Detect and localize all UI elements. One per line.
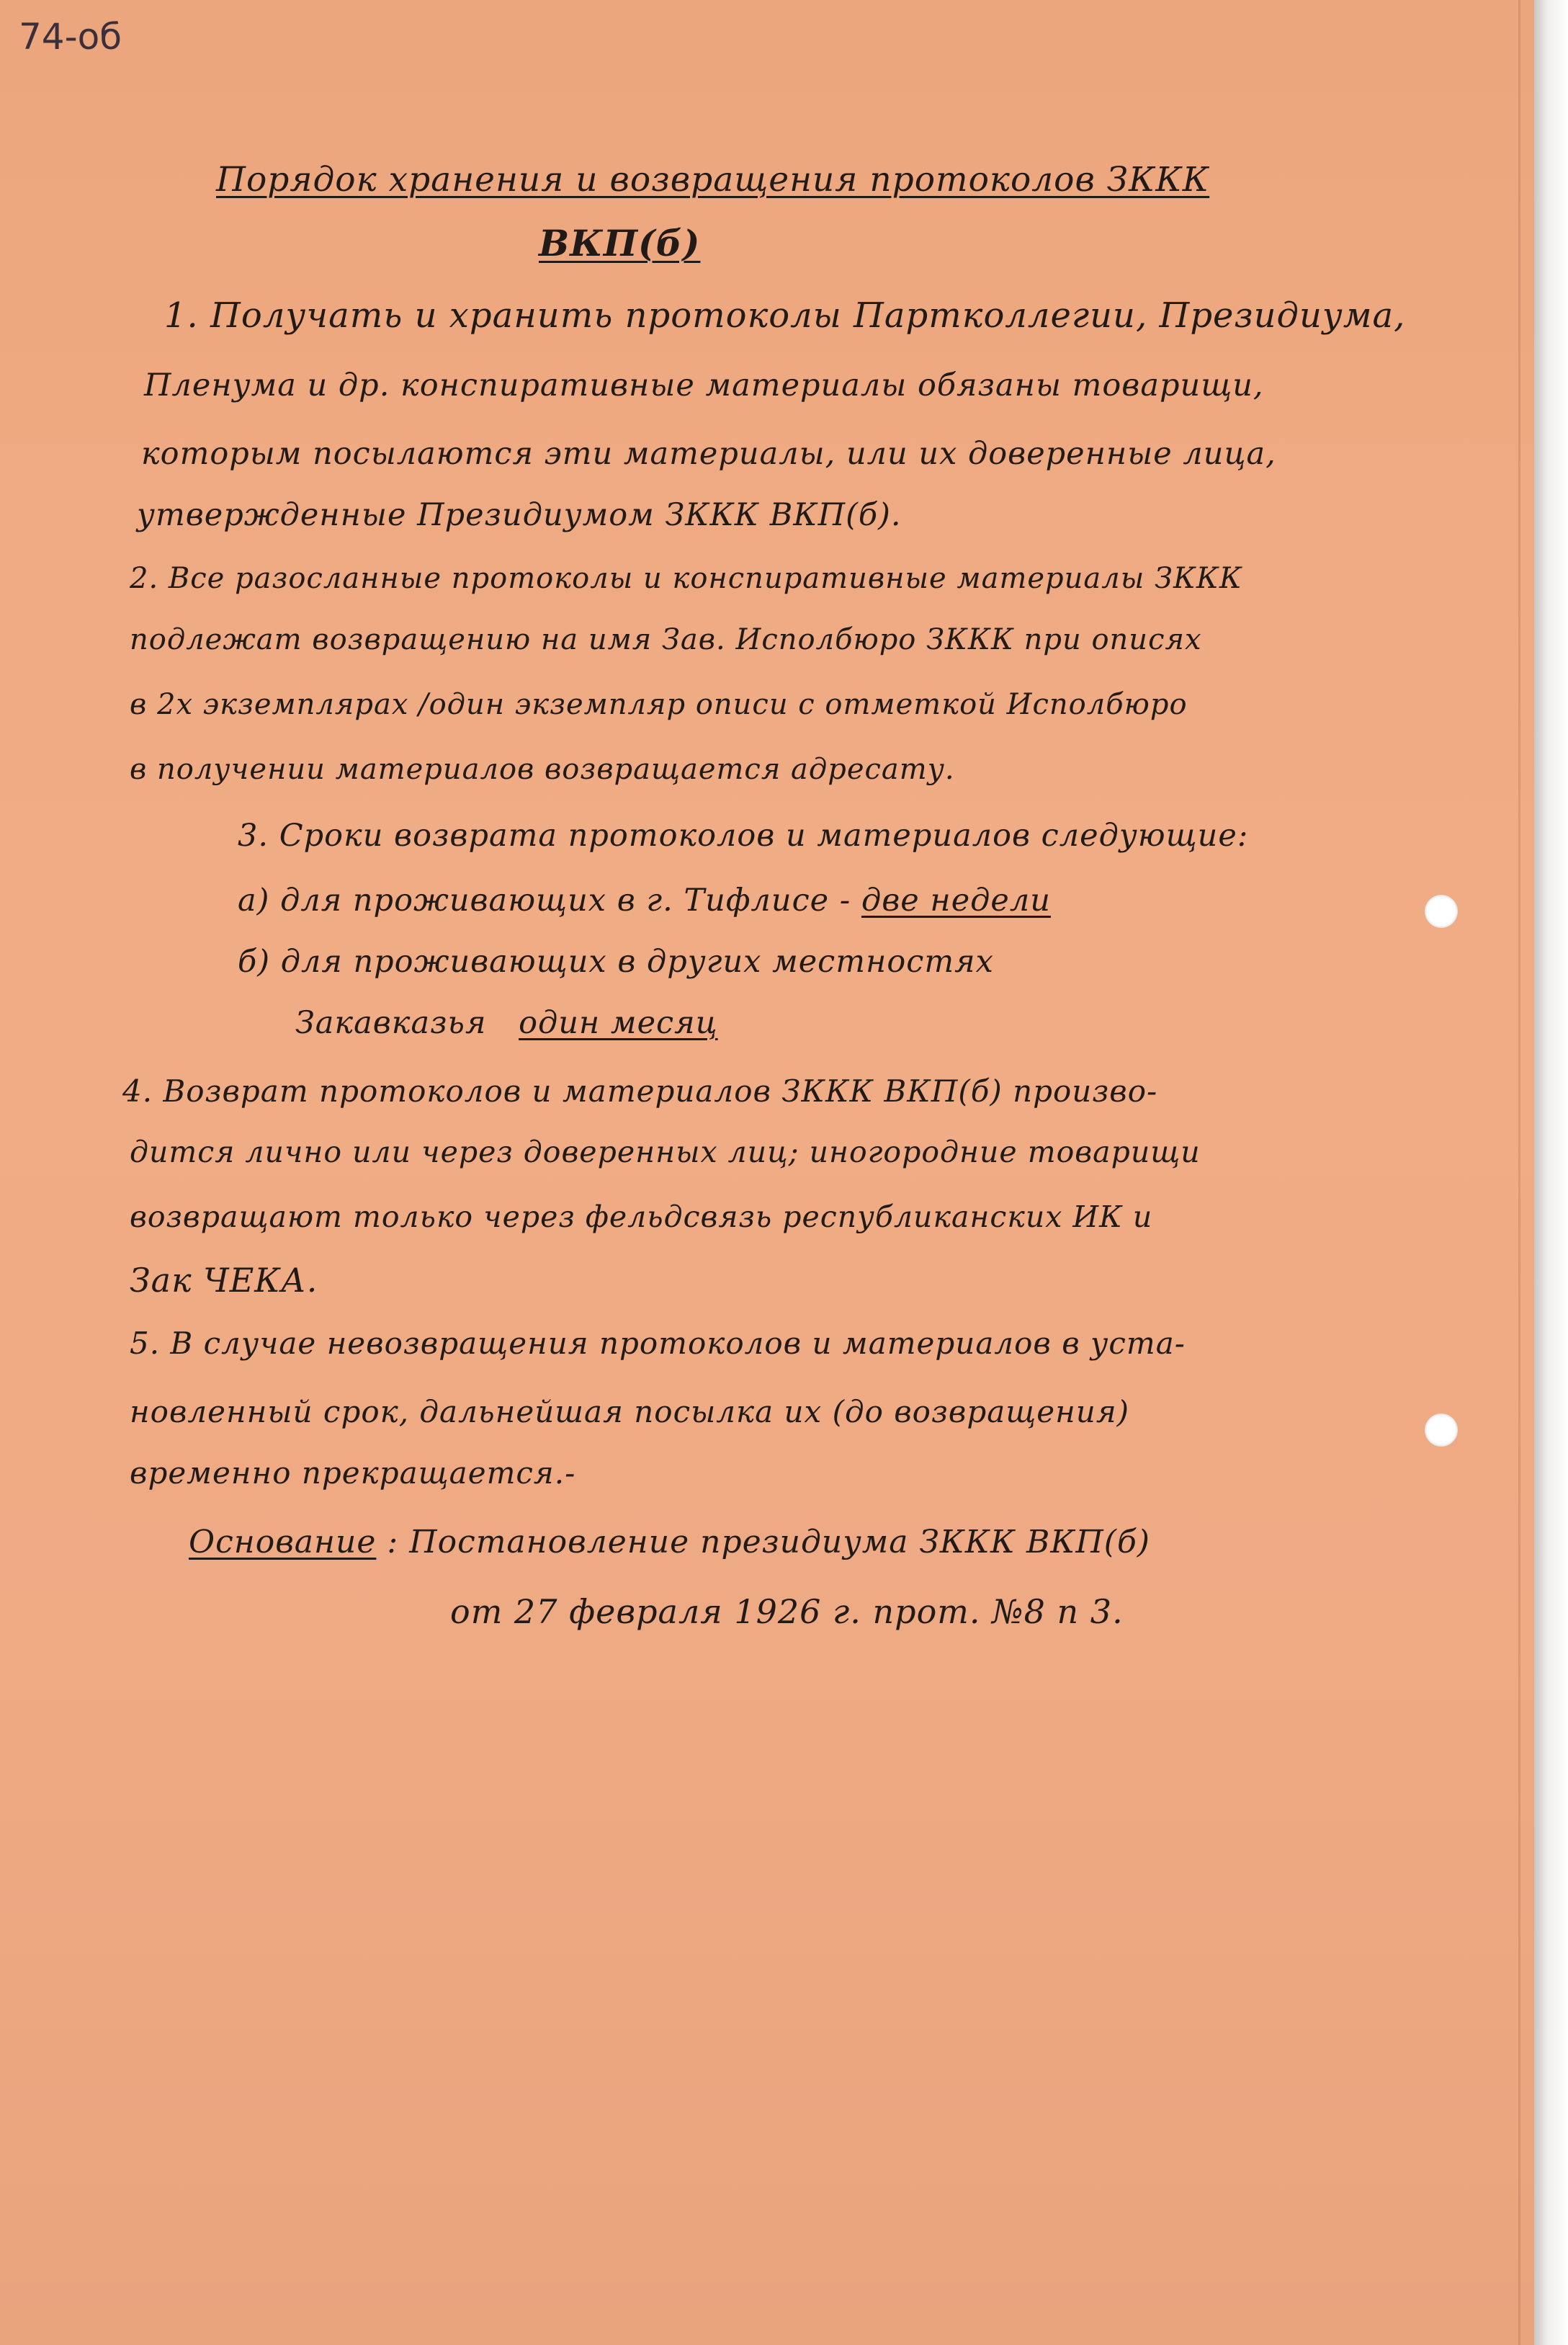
item-3b-text: Закавказья: [295, 1005, 487, 1041]
item-3b-term: один месяц: [519, 1005, 718, 1041]
item-2-line-4: в получении материалов возвращается адресату.: [130, 753, 955, 786]
scan-edge: [1534, 0, 1568, 2345]
basis-line-2: от 27 февраля 1926 г. прот. №8 п 3.: [450, 1592, 1124, 1631]
document-title-party: ВКП(б): [539, 222, 701, 264]
punch-hole: [1425, 895, 1458, 928]
basis-line-1: [189, 1524, 1150, 1560]
archive-folio-number: 74-об: [19, 16, 122, 58]
item-4-line-3: возвращают только через фельдсвязь республиканских ИК и: [130, 1200, 1153, 1234]
item-2-line-2: подлежат возвращению на имя Зав. Исполбюро ЗККК при описях: [130, 623, 1202, 656]
item-4-line-2: дится лично или через доверенных лиц; иногородние товарищи: [130, 1135, 1201, 1169]
basis-text: : Постановление президиума ЗККК ВКП(б): [387, 1524, 1150, 1560]
basis-label: Основание: [189, 1524, 377, 1560]
item-5-line-1: 5. В случае невозвращения протоколов и материалов в уста-: [130, 1326, 1186, 1361]
item-3b-line-2: [295, 1005, 718, 1041]
item-5-line-2: новленный срок, дальнейшая посылка их (до возвращения): [130, 1394, 1130, 1429]
item-3b-line-1: б) для проживающих в других местностях: [238, 944, 994, 980]
page-fold-line: [1518, 0, 1520, 2345]
item-5-line-3: временно прекращается.-: [130, 1455, 576, 1491]
item-3a-term: две недели: [861, 883, 1051, 919]
item-1-line-2: Пленума и др. конспиративные материалы обязаны товарищи,: [144, 367, 1264, 403]
item-4-line-1: 4. Возврат протоколов и материалов ЗККК ВКП(б) произво-: [122, 1073, 1158, 1109]
item-2-line-3: в 2х экземплярах /один экземпляр описи с отметкой Исполбюро: [130, 688, 1188, 721]
item-4-line-4: Зак ЧЕКА.: [130, 1261, 318, 1300]
item-1-line-3: которым посылаются эти материалы, или их доверенные лица,: [141, 436, 1276, 472]
item-3-intro: 3. Сроки возврата протоколов и материалов следующие:: [238, 818, 1249, 854]
document-title: Порядок хранения и возвращения протоколов ЗККК: [216, 160, 1210, 200]
item-3a-text: а) для проживающих в г. Тифлисе -: [238, 883, 851, 919]
item-2-line-1: 2. Все разосланные протоколы и конспиративные материалы ЗККК: [130, 562, 1242, 595]
item-1-line-4: утвержденные Президиумом ЗККК ВКП(б).: [137, 497, 902, 533]
item-3a: [238, 883, 1051, 919]
item-1-line-1: 1. Получать и хранить протоколы Партколлегии, Президиума,: [164, 295, 1406, 336]
punch-hole: [1425, 1413, 1458, 1447]
